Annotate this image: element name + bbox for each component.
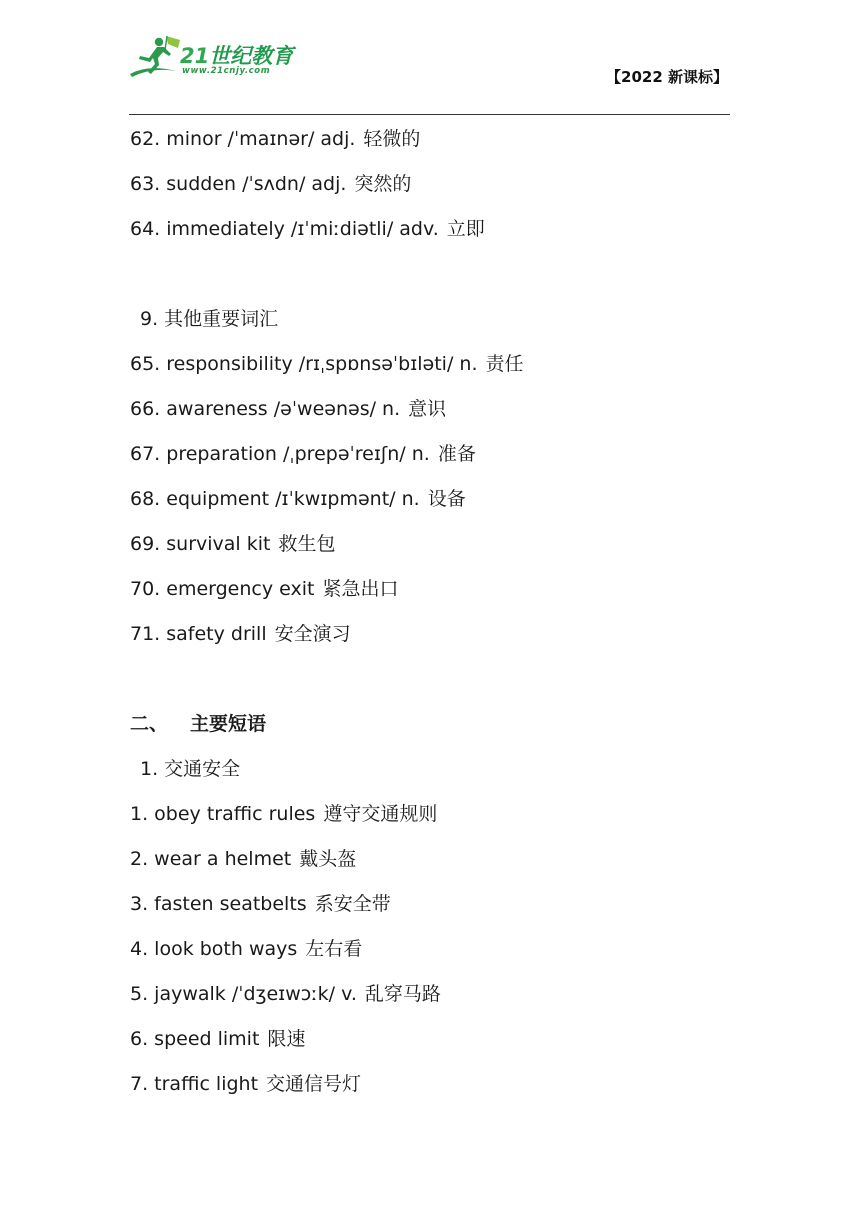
brand-logo	[128, 34, 298, 82]
page-header	[0, 0, 860, 120]
logo-url: www.21cnjy.com	[182, 66, 271, 76]
runner-icon	[128, 34, 184, 82]
spacer	[130, 662, 730, 707]
logo-wordmark: 21世纪教育	[180, 44, 294, 68]
section-heading: 二、 主要短语	[130, 713, 267, 735]
vocab-item: 68. equipment /ɪˈkwɪpmənt/ n. 设备	[130, 488, 466, 510]
vocab-item: 70. emergency exit 紧急出口	[130, 578, 399, 600]
phrase-item: 2. wear a helmet 戴头盔	[130, 848, 357, 870]
vocab-item: 71. safety drill 安全演习	[130, 623, 351, 645]
phrase-item: 5. jaywalk /ˈdʒeɪwɔːk/ v. 乱穿马路	[130, 983, 441, 1005]
phrase-item: 4. look both ways 左右看	[130, 938, 363, 960]
vocab-item: 64. immediately /ɪˈmiːdiətli/ adv. 立即	[130, 218, 485, 240]
vocab-item: 66. awareness /əˈweənəs/ n. 意识	[130, 398, 447, 420]
vocab-item: 69. survival kit 救生包	[130, 533, 336, 555]
edition-label: 【2022 新课标】	[606, 68, 728, 86]
phrase-item: 3. fasten seatbelts 系安全带	[130, 893, 391, 915]
header-divider	[129, 114, 730, 115]
phrase-item: 1. obey traffic rules 遵守交通规则	[130, 803, 438, 825]
vocab-item: 63. sudden /ˈsʌdn/ adj. 突然的	[130, 173, 412, 195]
group-heading: 1. 交通安全	[140, 758, 241, 780]
vocab-item: 67. preparation /ˌprepəˈreɪʃn/ n. 准备	[130, 443, 476, 465]
spacer	[130, 257, 730, 302]
phrase-item: 7. traffic light 交通信号灯	[130, 1073, 362, 1095]
group-heading: 9. 其他重要词汇	[140, 308, 279, 330]
vocab-item: 62. minor /ˈmaɪnər/ adj. 轻微的	[130, 128, 421, 150]
document-body	[130, 122, 730, 1112]
vocab-item: 65. responsibility /rɪˌspɒnsəˈbɪləti/ n. 责任	[130, 353, 524, 375]
phrase-item: 6. speed limit 限速	[130, 1028, 306, 1050]
